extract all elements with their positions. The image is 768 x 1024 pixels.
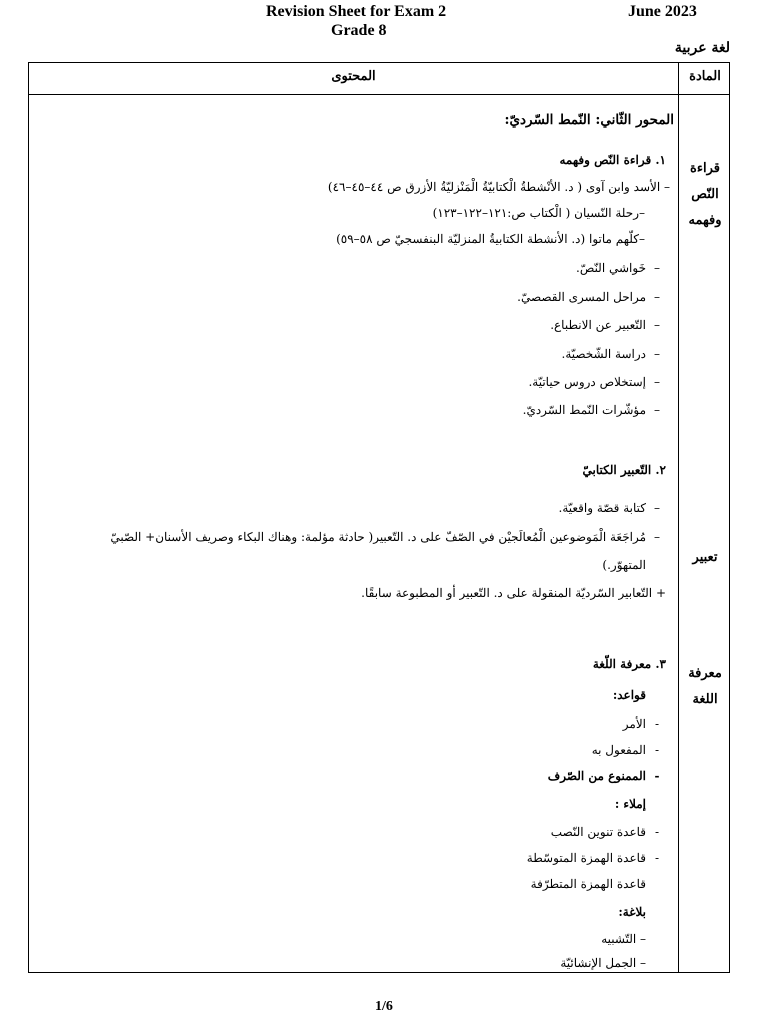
list-item: – الجمل الإنشائيّة [560, 956, 646, 970]
section-1-title: ١. قراءة النّص وفهمه [559, 153, 666, 167]
section-2-title: ٢. التّعبير الكتابيّ [582, 463, 666, 477]
sheet-date: June 2023 [628, 3, 697, 20]
list-item-continued: المتهوّر.) [602, 558, 646, 572]
row-label-writing: تعبير [692, 550, 718, 565]
list-item: – مؤشّرات النّمط السّرديّ. [523, 401, 668, 419]
list-item: - الأمر [623, 715, 668, 733]
section-3-title: ٣. معرفة اللّغة [592, 657, 666, 671]
axis-title: المحور الثّاني: النّمط السّرديّ: [504, 112, 674, 128]
list-item: – مُراجَعَة الْمَوضوعين الْمُعالَجيْن في الصّفّ على د. التّعبير( حادثة مؤلمة: وهناك البكاء وصريف الأسنان+ الصّبيّ [110, 528, 668, 546]
list-item: قاعدة الهمزة المتطرّفة [530, 877, 646, 891]
grade-label: Grade 8 [331, 22, 387, 39]
list-item: – مراحل المسرى القصصيّ. [517, 288, 668, 306]
subject-language: لغة عربية [674, 40, 730, 56]
section-1-text-2: –رحلة النّسيان ( الْكتاب ص:١٢١–١٢٢–١٢٣) [432, 206, 645, 220]
section-1-text-1: – الأسد وابن آوى ( د. الأنْشطةُ الْكتابيّةُ الْمَنْزليّةُ الأزرق ص ٤٤–٤٥–٤٦) [327, 180, 670, 194]
list-item: – كتابة قصّة واقعيّة. [559, 499, 669, 517]
header-divider [29, 94, 729, 95]
section-1-text-3: –كلّهم ماتوا (د. الأنشطة الكتابيةُ المنزليّة البنفسجيّ ص ٥٨–٥٩) [336, 232, 645, 246]
section-2-note: + التّعابير السّرديّة المنقولة على د. التّعبير أو المطبوعة سابقًا. [361, 586, 666, 600]
spelling-title: إملاء : [614, 797, 646, 811]
list-item: – خَواشي النّصّ. [576, 259, 668, 277]
page-number: 1/6 [375, 999, 393, 1014]
list-item: - المفعول به [592, 741, 668, 759]
list-item: – دراسة الشّخصيّة. [562, 345, 669, 363]
list-item: – التّعبير عن الانطباع. [550, 316, 668, 334]
row-label-reading: قراءة النّص وفهمه [688, 161, 722, 228]
rhetoric-title: بلاغة: [618, 905, 646, 919]
sheet-title: Revision Sheet for Exam 2 [266, 3, 447, 20]
column-header-content: المحتوى [331, 69, 376, 84]
list-item: – التّشبيه [601, 932, 646, 946]
list-item: - الممنوع من الصّرف [548, 767, 668, 785]
list-item: - قاعدة تنوين النّصب [551, 823, 668, 841]
row-label-language: معرفة اللغة [688, 666, 722, 707]
grammar-title: قواعد: [612, 688, 646, 702]
list-item: - قاعدة الهمزة المتوسّطة [527, 849, 668, 867]
list-item: – إستخلاص دروس حياتيّة. [528, 373, 668, 391]
column-header-subject: المادة [689, 69, 721, 84]
